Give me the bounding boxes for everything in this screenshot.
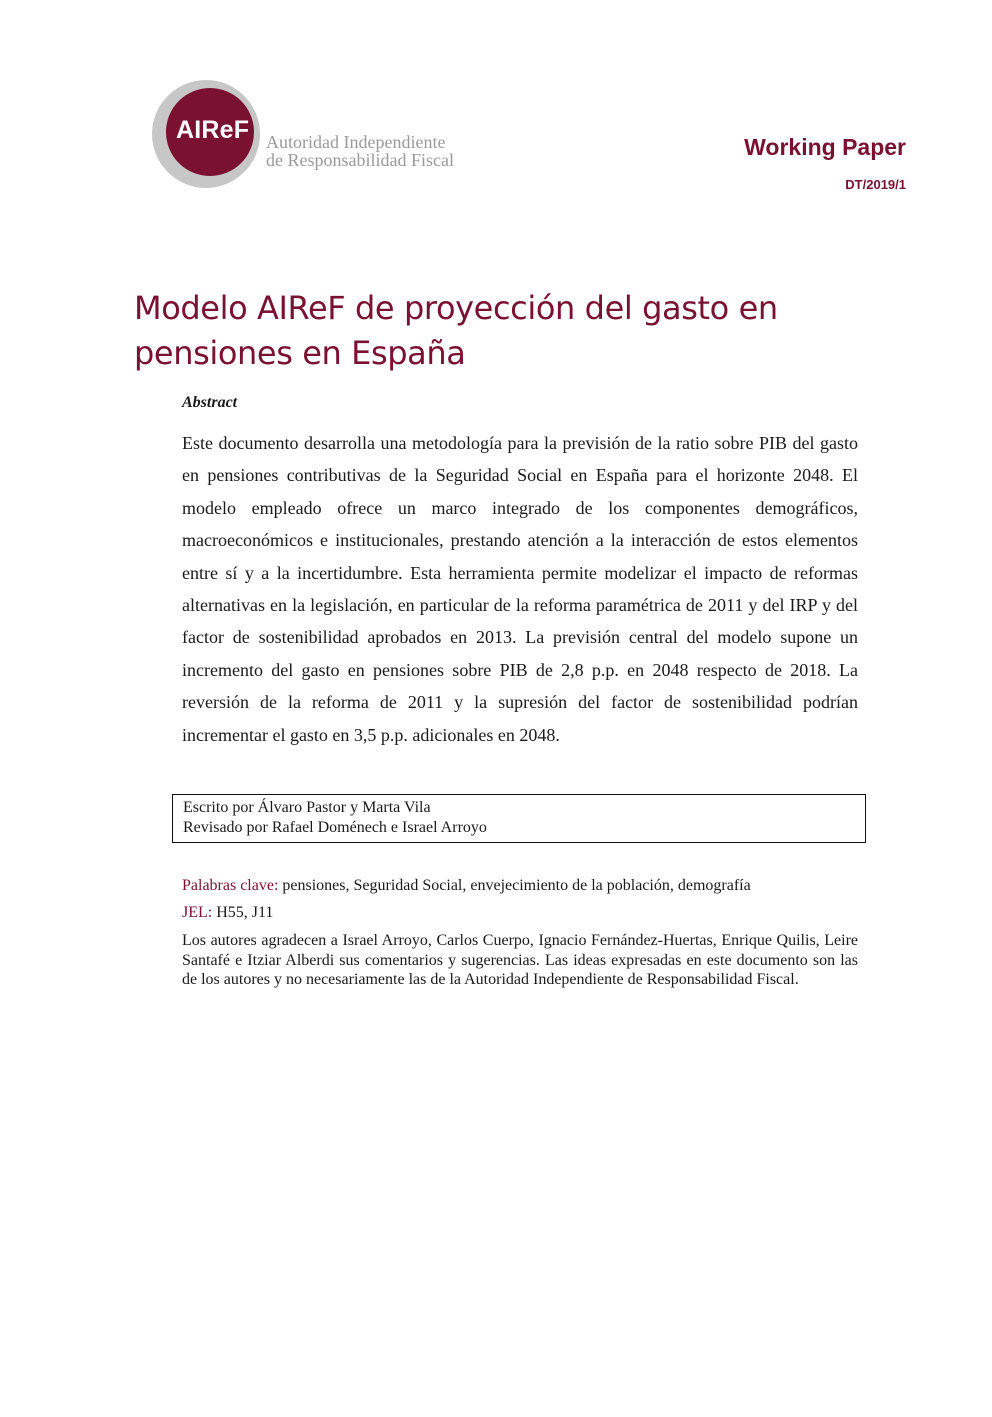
- keywords-line: [182, 877, 751, 895]
- jel-value: H55, J11: [216, 904, 274, 921]
- authors-box: [172, 794, 866, 843]
- series-title: Working Paper: [744, 134, 906, 160]
- logo-mark: AIReF: [176, 116, 250, 144]
- abstract-body: Este documento desarrolla una metodología para la previsión de la ratio sobre PIB del gasto en pensiones contributivas de la Seguridad Social en España para el horizonte 2048. El modelo empleado ofrece un marco integrado de los componentes demográficos, macroeconómicos e institucionales, prestando atención a la interacción de estos elementos entre sí y a la incertidumbre. Esta herramienta permite modelizar el impacto de reformas alternativas en la legislación, en particular de la reforma paramétrica de 2011 y del IRP y del factor de sostenibilidad aprobados en 2013. La previsión central del modelo supone un incremento del gasto en pensiones sobre PIB de 2,8 p.p. en 2048 respecto de 2018. La reversión de la reforma de 2011 y la supresión del factor de sostenibilidad podrían incrementar el gasto en 3,5 p.p. adicionales en 2048.: [182, 433, 858, 745]
- keywords-label: Palabras clave:: [182, 877, 279, 894]
- written-by: Escrito por Álvaro Pastor y Marta Vila: [183, 799, 431, 816]
- keywords-value: pensiones, Seguridad Social, envejecimiento de la población, demografía: [282, 877, 751, 894]
- jel-label: JEL:: [182, 904, 213, 921]
- jel-line: [182, 904, 273, 922]
- paper-title: Modelo AIReF de proyección del gasto en pensiones en España: [134, 289, 778, 372]
- acknowledgements: Los autores agradecen a Israel Arroyo, Carlos Cuerpo, Ignacio Fernández-Huertas, Enrique Quilis, Leire Santafé e Itziar Alberdi sus comentarios y sugerencias. Las ideas expresadas en este documento son las de los autores y no necesariamente las de la Autoridad Independiente de Responsabilidad Fiscal.: [182, 932, 858, 988]
- reviewed-by: Revisado por Rafael Doménech e Israel Arroyo: [183, 818, 487, 836]
- logo-line-2: de Responsabilidad Fiscal: [266, 150, 454, 170]
- airef-logo: [150, 80, 470, 192]
- document-code: DT/2019/1: [845, 177, 906, 192]
- abstract-heading: Abstract: [182, 394, 238, 411]
- logo-line-1: Autoridad Independiente: [266, 132, 446, 152]
